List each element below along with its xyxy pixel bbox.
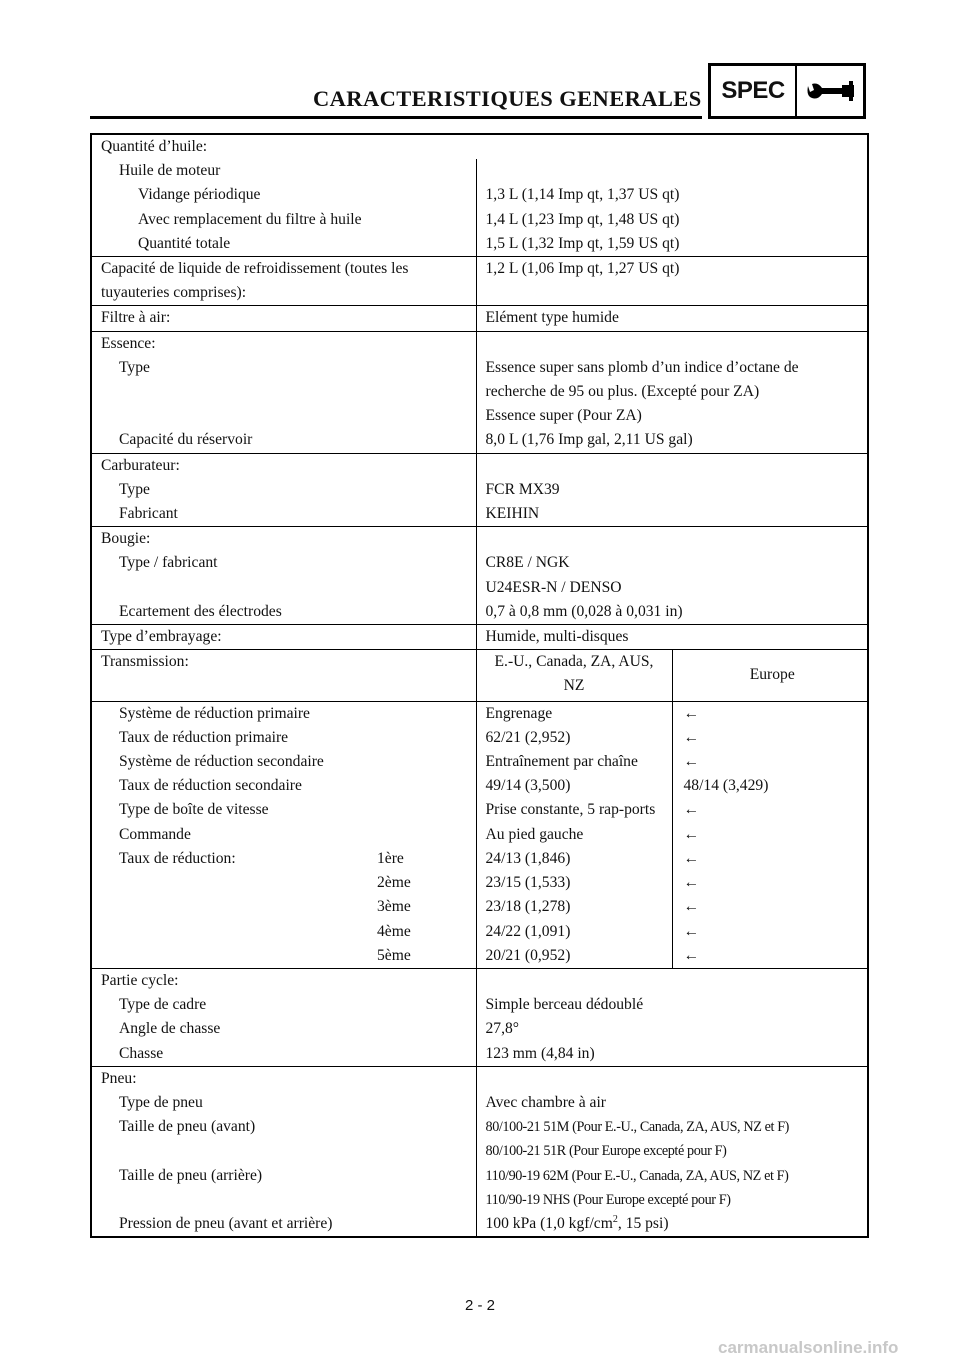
- table-row: [91, 798, 868, 822]
- tank-label: Capacité du réservoir: [119, 431, 253, 449]
- table-row: [91, 1188, 868, 1212]
- header-rule: [90, 116, 702, 119]
- table-row: [91, 726, 868, 750]
- rear-tire-value: 110/90-19 62M (Pour E.-U., Canada, ZA, AUS, NZ et F): [476, 1164, 868, 1188]
- transmission-value-us: Entraînement par chaîne: [476, 750, 672, 774]
- chassis-label: Partie cycle:: [91, 968, 476, 993]
- transmission-item-label: Taux de réduction secondaire: [119, 777, 302, 795]
- clutch-value: Humide, multi-disques: [476, 625, 868, 650]
- transmission-value-europe: ←: [672, 847, 868, 871]
- table-row: [91, 600, 868, 625]
- caster-label: Angle de chasse: [119, 1020, 221, 1038]
- table-row: [91, 871, 868, 895]
- table-row: [91, 1042, 868, 1067]
- table-row: [91, 920, 868, 944]
- frame-value: Simple berceau dédoublé: [476, 993, 868, 1017]
- table-row: [91, 1091, 868, 1115]
- transmission-value-europe: ←: [672, 895, 868, 919]
- transmission-value-us: 20/21 (0,952): [476, 944, 672, 969]
- fuel-type-value: Essence super sans plomb d’un indice d’octane de recherche de 95 ou plus. (Excepté pour ZA): [485, 358, 799, 401]
- table-row: [91, 232, 868, 257]
- table-row: [91, 356, 868, 429]
- transmission-label: Transmission:: [91, 650, 476, 701]
- transmission-value-europe: ←: [672, 920, 868, 944]
- col-header-europe: Europe: [672, 650, 868, 701]
- page-title: CARACTERISTIQUES GENERALES: [313, 86, 702, 111]
- caster-value: 27,8°: [476, 1017, 868, 1041]
- tire-type-label: Type de pneu: [119, 1093, 203, 1111]
- table-row: [91, 625, 868, 650]
- carb-type-label: Type: [119, 480, 150, 498]
- transmission-item-label: Taux de réduction:: [119, 849, 236, 867]
- pressure-sup: 2: [612, 1213, 618, 1225]
- plug-gap-value: 0,7 à 0,8 mm (0,028 à 0,031 in): [476, 600, 868, 625]
- table-row: [91, 847, 868, 871]
- page-number: 2 - 2: [464, 1297, 495, 1314]
- transmission-value-us: 24/22 (1,091): [476, 920, 672, 944]
- transmission-value-us: 49/14 (3,500): [476, 774, 672, 798]
- transmission-value-europe: ←: [672, 726, 868, 750]
- carb-type-value: FCR MX39: [476, 478, 868, 502]
- table-row: [91, 993, 868, 1017]
- transmission-item-label: [101, 920, 470, 944]
- plug-gap-label: Ecartement des électrodes: [119, 602, 282, 620]
- table-row: [91, 428, 868, 453]
- table-row: [91, 551, 868, 575]
- spec-table: [90, 133, 869, 1238]
- fuel-type-label: Type: [119, 358, 150, 376]
- transmission-value-us: 62/21 (2,952): [476, 726, 672, 750]
- transmission-value-us: 23/18 (1,278): [476, 895, 672, 919]
- plug-type-label: Type / fabricant: [119, 554, 218, 572]
- frame-label: Type de cadre: [119, 996, 207, 1014]
- air-filter-value: Elément type humide: [476, 306, 868, 331]
- table-row: [91, 750, 868, 774]
- filter-value: 1,4 L (1,23 Imp qt, 1,48 US qt): [476, 208, 868, 232]
- pressure-value-a: 100 kPa (1,0 kgf/cm: [485, 1214, 613, 1232]
- transmission-item-label: Système de réduction secondaire: [119, 753, 324, 771]
- table-row: [91, 701, 868, 726]
- transmission-value-europe: ←: [672, 944, 868, 969]
- fuel-type-value-za: Essence super (Pour ZA): [485, 407, 642, 425]
- transmission-item-label: Système de réduction primaire: [119, 704, 310, 722]
- transmission-rows: [91, 701, 868, 968]
- transmission-value-us: 23/15 (1,533): [476, 871, 672, 895]
- periodic-value: 1,3 L (1,14 Imp qt, 1,37 US qt): [476, 183, 868, 207]
- rear-tire-value-europe: 110/90-19 NHS (Pour Europe excepté pour F): [476, 1188, 868, 1212]
- table-row: [91, 1212, 868, 1237]
- spec-badge-label: SPEC: [711, 66, 797, 116]
- transmission-value-us: Prise constante, 5 rap-ports: [476, 798, 672, 822]
- table-row: [91, 968, 868, 993]
- table-row: [91, 331, 868, 356]
- coolant-value: 1,2 L (1,06 Imp qt, 1,27 US qt): [476, 257, 868, 306]
- table-row: [91, 1017, 868, 1041]
- tire-label: Pneu:: [91, 1066, 476, 1091]
- table-row: [91, 453, 868, 478]
- table-row: [91, 1139, 868, 1163]
- transmission-value-us: Au pied gauche: [476, 823, 672, 847]
- table-row: [91, 478, 868, 502]
- spark-plug-label: Bougie:: [91, 527, 476, 552]
- table-row: [91, 774, 868, 798]
- table-row: [91, 502, 868, 527]
- transmission-value-europe: ←: [672, 701, 868, 726]
- gear-label: 4ème: [377, 922, 411, 940]
- transmission-item-label: [101, 944, 470, 968]
- transmission-item-label: Type de boîte de vitesse: [119, 801, 269, 819]
- periodic-label: Vidange périodique: [138, 186, 261, 204]
- total-label: Quantité totale: [138, 234, 231, 252]
- trail-label: Chasse: [119, 1044, 164, 1062]
- front-tire-value: 80/100-21 51M (Pour E.-U., Canada, ZA, AUS, NZ et F): [476, 1115, 868, 1139]
- total-value: 1,5 L (1,32 Imp qt, 1,59 US qt): [476, 232, 868, 257]
- carburetor-label: Carburateur:: [91, 453, 476, 478]
- front-tire-label: Taille de pneu (avant): [119, 1118, 256, 1136]
- air-filter-label: Filtre à air:: [91, 306, 476, 331]
- pressure-label: Pression de pneu (avant et arrière): [119, 1214, 333, 1232]
- coolant-label: Capacité de liquide de refroidissement (toutes les tuyauteries comprises):: [91, 257, 476, 306]
- table-row: [91, 1066, 868, 1091]
- gear-label: 3ème: [377, 898, 411, 916]
- transmission-value-europe: ←: [672, 823, 868, 847]
- pressure-value-b: , 15 psi): [617, 1214, 669, 1232]
- fuel-label: Essence:: [91, 331, 476, 356]
- filter-label: Avec remplacement du filtre à huile: [138, 210, 362, 228]
- clutch-label: Type d’embrayage:: [91, 625, 476, 650]
- wrench-icon: [797, 66, 863, 116]
- plug-type-value-ngk: CR8E / NGK: [476, 551, 868, 575]
- table-row: [91, 895, 868, 919]
- gear-label: 2ème: [377, 874, 411, 892]
- trail-value: 123 mm (4,84 in): [476, 1042, 868, 1067]
- engine-oil-label: Huile de moteur: [119, 162, 221, 180]
- spec-badge: [708, 63, 866, 119]
- rear-tire-label: Taille de pneu (arrière): [119, 1166, 263, 1184]
- plug-type-value-denso: U24ESR-N / DENSO: [476, 576, 868, 600]
- table-row: [91, 183, 868, 207]
- oil-label: Quantité d’huile:: [101, 138, 208, 155]
- table-row: [91, 527, 868, 552]
- watermark: carmanualsonline.info: [718, 1338, 899, 1357]
- transmission-value-us: Engrenage: [476, 701, 672, 726]
- pressure-value: [476, 1212, 868, 1237]
- transmission-item-label: [101, 895, 470, 919]
- transmission-value-europe: 48/14 (3,429): [672, 774, 868, 798]
- transmission-item-label: Taux de réduction primaire: [119, 728, 289, 746]
- gear-label: 5ème: [377, 946, 411, 964]
- table-row: [91, 134, 868, 159]
- table-row: [91, 257, 868, 306]
- table-row: [91, 650, 868, 701]
- transmission-value-europe: ←: [672, 798, 868, 822]
- table-row: [91, 208, 868, 232]
- transmission-value-us: 24/13 (1,846): [476, 847, 672, 871]
- table-row: [91, 823, 868, 847]
- gear-label: 1ère: [377, 849, 404, 867]
- front-tire-value-europe: 80/100-21 51R (Pour Europe excepté pour F): [476, 1139, 868, 1163]
- carb-maker-value: KEIHIN: [476, 502, 868, 527]
- transmission-item-label: Commande: [119, 825, 191, 843]
- tank-value: 8,0 L (1,76 Imp gal, 2,11 US gal): [476, 428, 868, 453]
- tire-type-value: Avec chambre à air: [476, 1091, 868, 1115]
- table-row: [91, 1164, 868, 1188]
- table-row: [91, 576, 868, 600]
- transmission-value-europe: ←: [672, 750, 868, 774]
- transmission-item-label: [101, 871, 470, 895]
- transmission-value-europe: ←: [672, 871, 868, 895]
- carb-maker-label: Fabricant: [119, 505, 178, 523]
- col-header-us: E.-U., Canada, ZA, AUS, NZ: [476, 650, 672, 701]
- table-row: [91, 306, 868, 331]
- table-row: [91, 159, 868, 183]
- table-row: [91, 1115, 868, 1139]
- table-row: [91, 944, 868, 969]
